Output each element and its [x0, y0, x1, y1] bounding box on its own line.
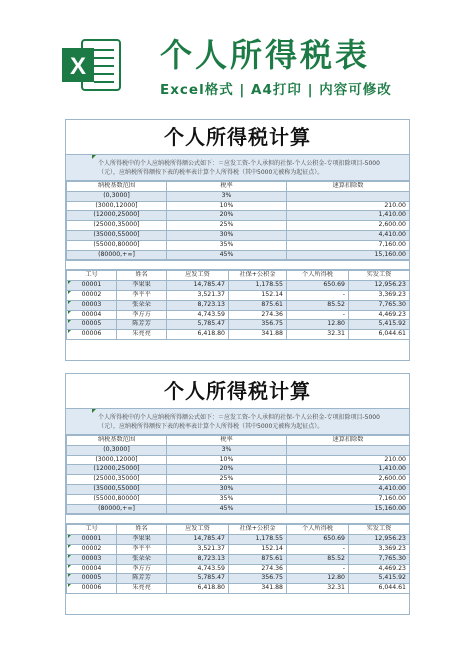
id-text: 00004	[81, 310, 102, 318]
name-cell[interactable]: 李平平	[117, 290, 167, 300]
social-cell[interactable]: 1,178.55	[229, 535, 287, 545]
comment-marker-icon	[68, 565, 71, 568]
table-row	[67, 535, 410, 545]
social-cell[interactable]: 1,178.55	[229, 281, 287, 291]
sheet-title: 个人所得税计算	[66, 374, 409, 409]
id-text: 00001	[81, 535, 102, 543]
table-row	[67, 584, 410, 594]
header-cell[interactable]: 速算扣除数	[287, 182, 410, 192]
range-cell[interactable]: (3000,12000]	[67, 455, 167, 465]
table-row	[67, 445, 410, 455]
net-cell[interactable]: 7,765.30	[349, 554, 410, 564]
table-row	[67, 574, 410, 584]
comment-marker-icon	[68, 281, 71, 284]
header-cell[interactable]: 应发工资	[167, 525, 229, 535]
table-row	[67, 320, 410, 330]
gross-cell[interactable]: 6,418.80	[167, 330, 229, 340]
id-cell[interactable]	[67, 535, 117, 545]
net-cell[interactable]: 12,956.23	[349, 535, 410, 545]
table-header-row	[67, 271, 410, 281]
social-cell[interactable]: 875.61	[229, 554, 287, 564]
header-cell[interactable]: 工号	[67, 525, 117, 535]
range-cell[interactable]: (35000,55000]	[67, 230, 167, 240]
rate-cell[interactable]: 3%	[167, 445, 287, 455]
net-cell[interactable]: 5,415.92	[349, 574, 410, 584]
id-text: 00003	[81, 554, 102, 562]
tax-cell[interactable]: -	[287, 310, 349, 320]
table-row	[67, 281, 410, 291]
name-cell[interactable]: 张朵朵	[117, 300, 167, 310]
gross-cell[interactable]: 14,785.47	[167, 281, 229, 291]
net-cell[interactable]: 5,415.92	[349, 320, 410, 330]
tax-rate-table	[66, 435, 410, 514]
table-header-row	[67, 525, 410, 535]
rate-cell[interactable]: 20%	[167, 211, 287, 221]
name-cell[interactable]: 陈芳芳	[117, 320, 167, 330]
table-row	[67, 310, 410, 320]
net-cell[interactable]: 6,044.61	[349, 584, 410, 594]
id-cell[interactable]	[67, 290, 117, 300]
rate-cell[interactable]: 45%	[167, 250, 287, 260]
header-cell[interactable]: 应发工资	[167, 271, 229, 281]
tax-cell[interactable]: 12.80	[287, 320, 349, 330]
banner-header	[0, 0, 474, 108]
header-cell[interactable]: 工号	[67, 271, 117, 281]
table-row	[67, 554, 410, 564]
tax-cell[interactable]: 12.80	[287, 574, 349, 584]
name-cell[interactable]: 李平平	[117, 544, 167, 554]
tax-sheet-1	[65, 119, 410, 361]
table-row	[67, 221, 410, 231]
rate-cell[interactable]: 10%	[167, 201, 287, 211]
range-cell[interactable]: (0,3000]	[67, 445, 167, 455]
deduction-cell[interactable]	[287, 445, 410, 455]
name-cell[interactable]: 李果果	[117, 281, 167, 291]
tax-cell[interactable]: 32.31	[287, 584, 349, 594]
social-cell[interactable]: 152.14	[229, 290, 287, 300]
header-cell[interactable]: 实发工资	[349, 271, 410, 281]
id-text: 00005	[81, 320, 102, 328]
table-row	[67, 300, 410, 310]
header-cell[interactable]: 姓名	[117, 525, 167, 535]
header-cell[interactable]: 纳税基数范围	[67, 436, 167, 446]
table-row	[67, 494, 410, 504]
formula-line: 个人所得税中的个人应纳税所得额公式如下：＝应发工资-个人承担的社保-个人公积金-专项扣除项目-5000	[98, 414, 380, 421]
gross-cell[interactable]: 8,723.13	[167, 300, 229, 310]
table-row	[67, 211, 410, 221]
formula-note	[66, 155, 409, 181]
net-cell[interactable]: 4,469.23	[349, 310, 410, 320]
gross-cell[interactable]: 8,723.13	[167, 554, 229, 564]
deduction-cell[interactable]: 210.00	[287, 455, 410, 465]
comment-marker-icon	[68, 555, 71, 558]
table-row	[67, 240, 410, 250]
range-cell[interactable]: (25000,35000]	[67, 221, 167, 231]
tax-sheet-2	[65, 373, 410, 615]
range-cell[interactable]: (12000,25000]	[67, 211, 167, 221]
id-text: 00001	[81, 281, 102, 289]
deduction-cell[interactable]	[287, 191, 410, 201]
range-cell[interactable]: (25000,35000]	[67, 475, 167, 485]
employee-table	[66, 270, 410, 340]
rate-cell[interactable]: 35%	[167, 240, 287, 250]
range-cell[interactable]: (0,3000]	[67, 191, 167, 201]
id-text: 00003	[81, 300, 102, 308]
table-row	[67, 465, 410, 475]
rate-cell[interactable]: 30%	[167, 230, 287, 240]
table-row	[67, 564, 410, 574]
social-cell[interactable]: 274.36	[229, 564, 287, 574]
table-row	[67, 250, 410, 260]
range-cell[interactable]: (35000,55000]	[67, 484, 167, 494]
name-cell[interactable]: 朱亮亮	[117, 584, 167, 594]
header-cell[interactable]: 社保+公积金	[229, 525, 287, 535]
table-row	[67, 330, 410, 340]
deduction-cell[interactable]: 7,160.00	[287, 494, 410, 504]
comment-marker-icon	[68, 311, 71, 314]
id-cell[interactable]	[67, 554, 117, 564]
header-cell[interactable]: 社保+公积金	[229, 271, 287, 281]
comment-marker-icon	[68, 584, 71, 587]
table-row	[67, 201, 410, 211]
id-cell[interactable]	[67, 330, 117, 340]
tax-cell[interactable]: 32.31	[287, 330, 349, 340]
net-cell[interactable]: 12,956.23	[349, 281, 410, 291]
id-cell[interactable]	[67, 564, 117, 574]
table-header-row	[67, 182, 410, 192]
range-cell[interactable]: (55000,80000]	[67, 240, 167, 250]
gross-cell[interactable]: 6,418.80	[167, 584, 229, 594]
deduction-cell[interactable]: 2,600.00	[287, 475, 410, 485]
social-cell[interactable]: 875.61	[229, 300, 287, 310]
id-text: 00005	[81, 574, 102, 582]
table-header-row	[67, 436, 410, 446]
deduction-cell[interactable]: 15,160.00	[287, 504, 410, 514]
tax-cell[interactable]: -	[287, 564, 349, 574]
gross-cell[interactable]: 5,785.47	[167, 574, 229, 584]
id-cell[interactable]	[67, 310, 117, 320]
id-text: 00006	[81, 584, 102, 592]
id-text: 00006	[81, 330, 102, 338]
table-row	[67, 475, 410, 485]
social-cell[interactable]: 341.88	[229, 330, 287, 340]
gross-cell[interactable]: 4,743.59	[167, 564, 229, 574]
rate-cell[interactable]: 10%	[167, 455, 287, 465]
rate-cell[interactable]: 25%	[167, 221, 287, 231]
header-cell[interactable]: 个人所得税	[287, 525, 349, 535]
rate-cell[interactable]: 30%	[167, 484, 287, 494]
name-cell[interactable]: 李果果	[117, 535, 167, 545]
employee-table	[66, 524, 410, 594]
tax-rate-table	[66, 181, 410, 260]
deduction-cell[interactable]: 15,160.00	[287, 250, 410, 260]
range-cell[interactable]: (55000,80000]	[67, 494, 167, 504]
table-row	[67, 544, 410, 554]
logo-letter: X	[69, 53, 87, 80]
formula-line: 个人所得税中的个人应纳税所得额公式如下：＝应发工资-个人承担的社保-个人公积金-专项扣除项目-5000	[98, 160, 380, 167]
name-cell[interactable]: 朱亮亮	[117, 330, 167, 340]
page-subtitle: Excel格式 | A4打印 | 内容可修改	[160, 82, 392, 98]
comment-marker-icon	[68, 535, 71, 538]
id-cell[interactable]	[67, 544, 117, 554]
id-text: 00002	[81, 544, 102, 552]
comment-marker-icon	[68, 291, 71, 294]
id-text: 00004	[81, 564, 102, 572]
excel-logo-icon	[58, 34, 124, 96]
comment-marker-icon	[92, 409, 96, 413]
tax-cell[interactable]: 85.52	[287, 300, 349, 310]
header-cell[interactable]: 实发工资	[349, 525, 410, 535]
social-cell[interactable]: 356.75	[229, 320, 287, 330]
social-cell[interactable]: 341.88	[229, 584, 287, 594]
deduction-cell[interactable]: 1,410.00	[287, 211, 410, 221]
id-cell[interactable]	[67, 584, 117, 594]
gap-row	[66, 260, 409, 270]
net-cell[interactable]: 3,369.23	[349, 290, 410, 300]
name-cell[interactable]: 张朵朵	[117, 554, 167, 564]
deduction-cell[interactable]: 210.00	[287, 201, 410, 211]
comment-marker-icon	[68, 545, 71, 548]
gross-cell[interactable]: 3,521.37	[167, 290, 229, 300]
header-cell[interactable]: 速算扣除数	[287, 436, 410, 446]
rate-cell[interactable]: 35%	[167, 494, 287, 504]
rate-cell[interactable]: 20%	[167, 465, 287, 475]
tax-cell[interactable]: -	[287, 544, 349, 554]
tax-cell[interactable]: 650.69	[287, 535, 349, 545]
table-row	[67, 290, 410, 300]
deduction-cell[interactable]: 4,410.00	[287, 484, 410, 494]
net-cell[interactable]: 6,044.61	[349, 330, 410, 340]
header-cell[interactable]: 税率	[167, 436, 287, 446]
net-cell[interactable]: 4,469.23	[349, 564, 410, 574]
name-cell[interactable]: 李方方	[117, 310, 167, 320]
id-cell[interactable]	[67, 320, 117, 330]
table-row	[67, 191, 410, 201]
deduction-cell[interactable]: 1,410.00	[287, 465, 410, 475]
gross-cell[interactable]: 5,785.47	[167, 320, 229, 330]
social-cell[interactable]: 152.14	[229, 544, 287, 554]
table-row	[67, 230, 410, 240]
table-row	[67, 484, 410, 494]
rate-cell[interactable]: 45%	[167, 504, 287, 514]
gross-cell[interactable]: 4,743.59	[167, 310, 229, 320]
gap-row	[66, 514, 409, 524]
range-cell[interactable]: (80000,+∞]	[67, 504, 167, 514]
tax-cell[interactable]: -	[287, 290, 349, 300]
page-title: 个人所得税表	[160, 36, 371, 74]
comment-marker-icon	[92, 155, 96, 159]
table-row	[67, 455, 410, 465]
deduction-cell[interactable]: 4,410.00	[287, 230, 410, 240]
formula-line: （元），应纳税所得额按下表的税率表计算个人所得税（其中5000元被称为起征点）。	[98, 169, 324, 176]
id-cell[interactable]	[67, 300, 117, 310]
name-cell[interactable]: 陈芳芳	[117, 574, 167, 584]
net-cell[interactable]: 3,369.23	[349, 544, 410, 554]
comment-marker-icon	[68, 320, 71, 323]
range-cell[interactable]: (12000,25000]	[67, 465, 167, 475]
comment-marker-icon	[68, 301, 71, 304]
gross-cell[interactable]: 3,521.37	[167, 544, 229, 554]
id-cell[interactable]	[67, 574, 117, 584]
id-cell[interactable]	[67, 281, 117, 291]
id-text: 00002	[81, 290, 102, 298]
range-cell[interactable]: (80000,+∞]	[67, 250, 167, 260]
header-cell[interactable]: 税率	[167, 182, 287, 192]
sheet-title: 个人所得税计算	[66, 120, 409, 155]
footer-space	[0, 625, 474, 669]
header-cell[interactable]: 纳税基数范围	[67, 182, 167, 192]
rate-cell[interactable]: 25%	[167, 475, 287, 485]
table-row	[67, 504, 410, 514]
gross-cell[interactable]: 14,785.47	[167, 535, 229, 545]
comment-marker-icon	[68, 574, 71, 577]
range-cell[interactable]: (3000,12000]	[67, 201, 167, 211]
deduction-cell[interactable]: 2,600.00	[287, 221, 410, 231]
social-cell[interactable]: 356.75	[229, 574, 287, 584]
header-cell[interactable]: 姓名	[117, 271, 167, 281]
rate-cell[interactable]: 3%	[167, 191, 287, 201]
tax-cell[interactable]: 85.52	[287, 554, 349, 564]
formula-line: （元），应纳税所得额按下表的税率表计算个人所得税（其中5000元被称为起征点）。	[98, 423, 324, 430]
tax-cell[interactable]: 650.69	[287, 281, 349, 291]
deduction-cell[interactable]: 7,160.00	[287, 240, 410, 250]
social-cell[interactable]: 274.36	[229, 310, 287, 320]
formula-note	[66, 409, 409, 435]
header-cell[interactable]: 个人所得税	[287, 271, 349, 281]
net-cell[interactable]: 7,765.30	[349, 300, 410, 310]
name-cell[interactable]: 李方方	[117, 564, 167, 574]
comment-marker-icon	[68, 330, 71, 333]
